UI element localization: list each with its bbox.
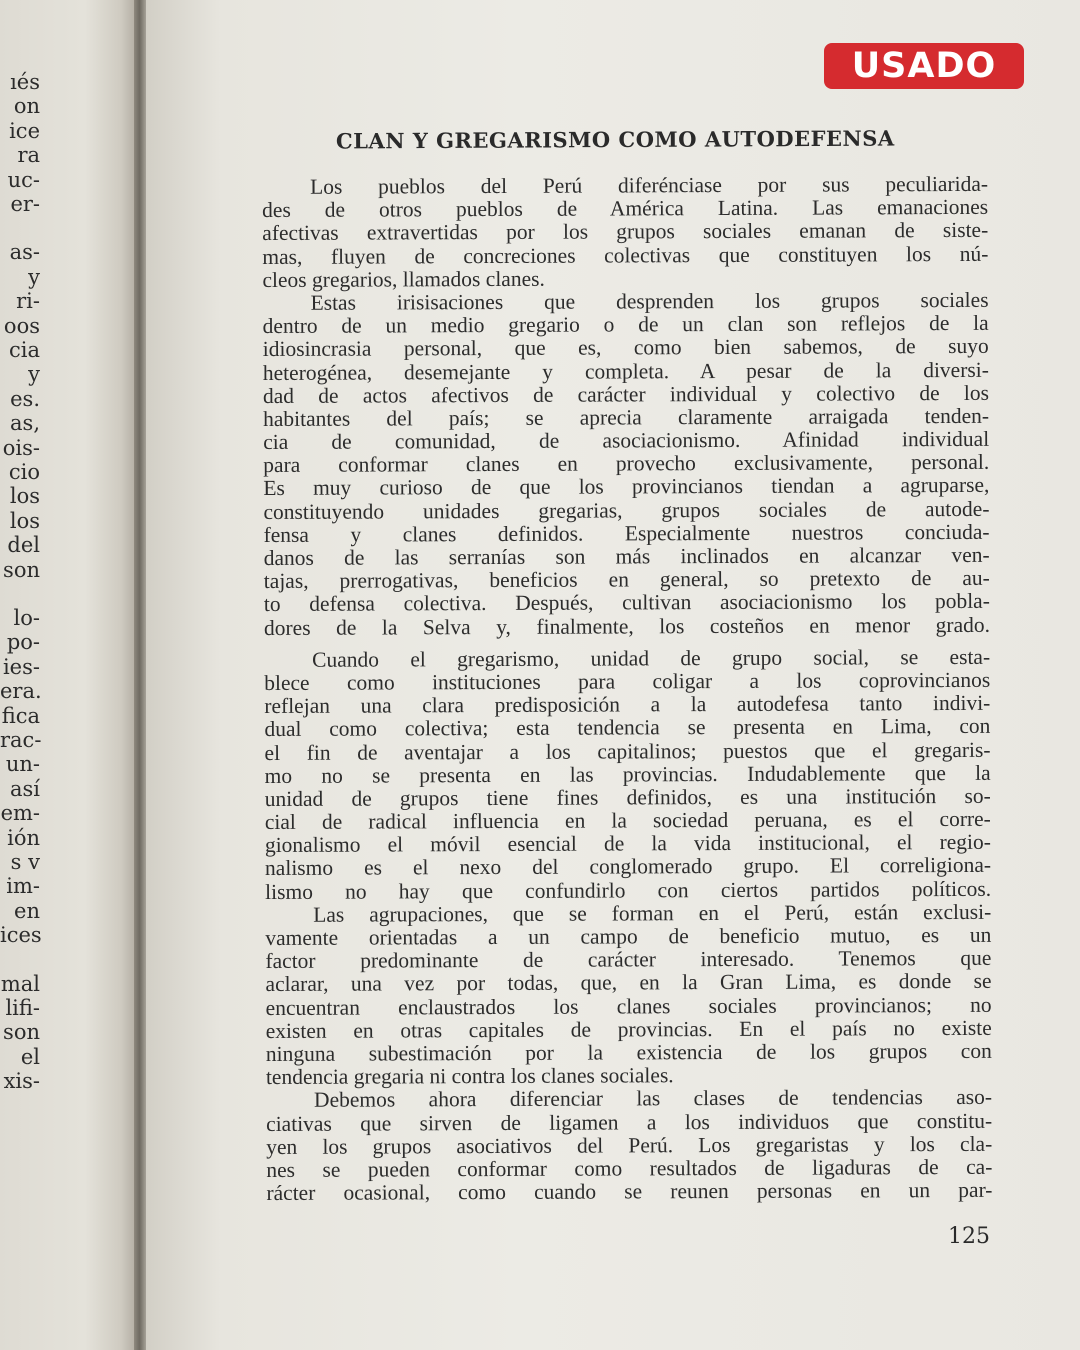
- text-line: fensa y clanes definidos. Especialmente nuestros conciuda-: [263, 519, 990, 547]
- left-page-fragment: mal: [0, 971, 40, 996]
- left-page-fragment: son: [3, 557, 40, 582]
- left-page-fragment: ices: [0, 923, 42, 948]
- text-line: lismo no hay que confundirlo con ciertos partidos políticos.: [265, 876, 992, 904]
- left-page-fragment: en: [14, 898, 40, 923]
- left-page-fragment: ois-: [2, 435, 40, 460]
- text-line: dad de actos afectivos de carácter individual y colectivo de los: [262, 380, 990, 408]
- left-page-fragment: ies-: [2, 654, 40, 679]
- left-page-fragment: es.: [10, 386, 40, 411]
- left-page-fragment: xis-: [3, 1069, 40, 1094]
- text-line: ciativas que sirven de ligamen a los individuos que constitu-: [266, 1108, 993, 1136]
- left-page-fragment: lo-: [13, 606, 40, 630]
- left-page-fragment: as-: [9, 240, 40, 265]
- left-page-fragment: cia: [9, 338, 40, 362]
- text-line: idiosincrasia personal, que es, como bien sabemos, de suyo: [262, 334, 989, 362]
- text-line: Es muy curioso de que los provincianos tiendan a agruparse,: [263, 473, 990, 501]
- text-line: rácter ocasional, como cuando se reunen personas en un par-: [266, 1177, 993, 1206]
- text-line: dores de la Selva y, finalmente, los costeños en menor grado.: [263, 612, 991, 640]
- text-line: ninguna subestimación por la existencia de los grupos con: [265, 1038, 992, 1066]
- text-line: cia de comunidad, de asociacionismo. Afinidad individual: [263, 426, 990, 455]
- text-line: para conformar clanes en provecho exclusivamente, personal.: [263, 450, 990, 478]
- chapter-title: CLAN Y GREGARISMO COMO AUTODEFENSA: [335, 125, 895, 154]
- text-line: dual como colectiva; esta tendencia se presenta en Lima, con: [264, 714, 991, 742]
- left-page-fragment: ri-: [16, 289, 40, 314]
- left-page-fragment: im-: [6, 874, 40, 899]
- text-line: afectivas extravertidas por los grupos sociales emanan de siste-: [262, 218, 989, 246]
- left-page-fragment: los: [9, 508, 40, 533]
- text-line: to defensa colectiva. Después, cultivan asociacionismo los pobla-: [263, 589, 990, 617]
- text-line: constituyendo unidades gregarias, grupos sociales de autode-: [263, 496, 990, 524]
- left-page-fragment: era.: [0, 679, 42, 704]
- text-line: tajas, prerrogativas, beneficios en general, so pretexto de au-: [263, 566, 990, 594]
- text-line: el fin de aventajar a los capitalinos; puestos que el gregaris-: [264, 737, 991, 765]
- text-line: cial de radical influencia en la sociedad peruana, es el corre-: [264, 806, 991, 835]
- left-page-fragment: rac-: [0, 728, 42, 752]
- left-page-fragment: ión: [7, 825, 40, 850]
- left-page-fragment: uc-: [7, 167, 40, 192]
- text-line: Estas irisisaciones que desprenden los grupos sociales: [310, 287, 989, 315]
- text-line: habitantes del país; se aprecia claramente arraigada tenden-: [263, 403, 990, 431]
- left-page-fragment: un-: [5, 752, 40, 777]
- left-page-fragment: el: [20, 1044, 40, 1069]
- text-line: factor predominante de carácter interesado. Tenemos que: [265, 946, 992, 974]
- text-line: cleos gregarios, llamados clanes.: [262, 266, 545, 292]
- left-page-fragment: cio: [8, 460, 40, 484]
- used-badge: USADO: [824, 43, 1024, 89]
- text-line: aclarar, una vez por todas, que, en la Gran Lima, es donde se: [265, 969, 992, 997]
- text-line: Los pueblos del Perú diferénciase por sus peculiarida-: [309, 171, 989, 199]
- text-line: blece como instituciones para coligar a los coprovincianos: [264, 667, 991, 695]
- text-line: Cuando el gregarismo, unidad de grupo social, se esta-: [312, 644, 991, 672]
- text-line: encuentran enclaustrados los clanes sociales provincianos; no: [265, 992, 992, 1020]
- left-page-fragment: fica: [1, 703, 40, 728]
- left-page-fragment: son: [3, 1020, 40, 1045]
- text-line: yen los grupos asociativos del Perú. Los gregaristas y los cla-: [266, 1131, 993, 1159]
- left-page-fragment: oos: [3, 313, 40, 338]
- left-page-fragment: ra: [17, 143, 40, 168]
- text-line: danos de las serranías son más inclinados en alcanzar ven-: [263, 542, 990, 570]
- text-line: unidad de grupos tiene fines definidos, es una institución so-: [264, 783, 991, 811]
- left-page-fragment: er-: [10, 192, 40, 216]
- left-page: [0, 0, 142, 1350]
- text-line: tendencia gregaria ni contra los clanes sociales.: [265, 1063, 674, 1090]
- text-line: mo no se presenta en las provincias. Indudablemente que la: [264, 760, 991, 788]
- left-page-fragment: así: [9, 776, 40, 801]
- text-line: gionalismo el móvil esencial de la vida institucional, el regio-: [264, 830, 991, 858]
- left-page-fragment: lifi-: [5, 996, 40, 1020]
- text-line: nes se pueden conformar como resultados de ligaduras de ca-: [266, 1154, 993, 1182]
- left-page-fragment: s v: [10, 850, 40, 874]
- text-line: reflejan una clara predisposición a la autodefesa tanto indivi-: [264, 690, 991, 719]
- text-line: nalismo es el nexo del conglomerado grupo. El correligiona-: [264, 853, 992, 881]
- text-line: mas, fluyen de concreciones colectivas que constituyen los nú-: [262, 241, 989, 269]
- left-page-fragment: los: [9, 484, 40, 509]
- body-text: [262, 173, 992, 1205]
- left-page-fragment: y: [28, 362, 40, 387]
- left-page-fragment: ice: [9, 118, 40, 143]
- left-page-fragment: ıés: [10, 70, 40, 94]
- left-page-fragment: as,: [10, 411, 40, 436]
- text-line: Las agrupaciones, que se forman en el Perú, están exclusi-: [313, 899, 992, 927]
- text-line: vamente orientadas a un campo de beneficio mutuo, es un: [265, 922, 992, 950]
- left-page-fragment: em-: [0, 801, 40, 826]
- text-line: existen en otras capitales de provincias. En el país no existe: [265, 1015, 992, 1043]
- page-number: 125: [948, 1224, 990, 1249]
- left-page-fragment: on: [13, 94, 40, 119]
- left-page-fragment: del: [7, 533, 40, 558]
- left-page-fragment: po-: [6, 630, 40, 655]
- left-page-fragment: y: [28, 264, 40, 289]
- text-line: Debemos ahora diferenciar las clases de tendencias aso-: [313, 1085, 993, 1113]
- text-line: heterogénea, desemejante y completa. A pesar de la diversi-: [262, 357, 989, 385]
- text-line: des de otros pueblos de América Latina. Las emanaciones: [262, 195, 989, 223]
- text-line: dentro de un medio gregario o de un clan son reflejos de la: [262, 310, 989, 339]
